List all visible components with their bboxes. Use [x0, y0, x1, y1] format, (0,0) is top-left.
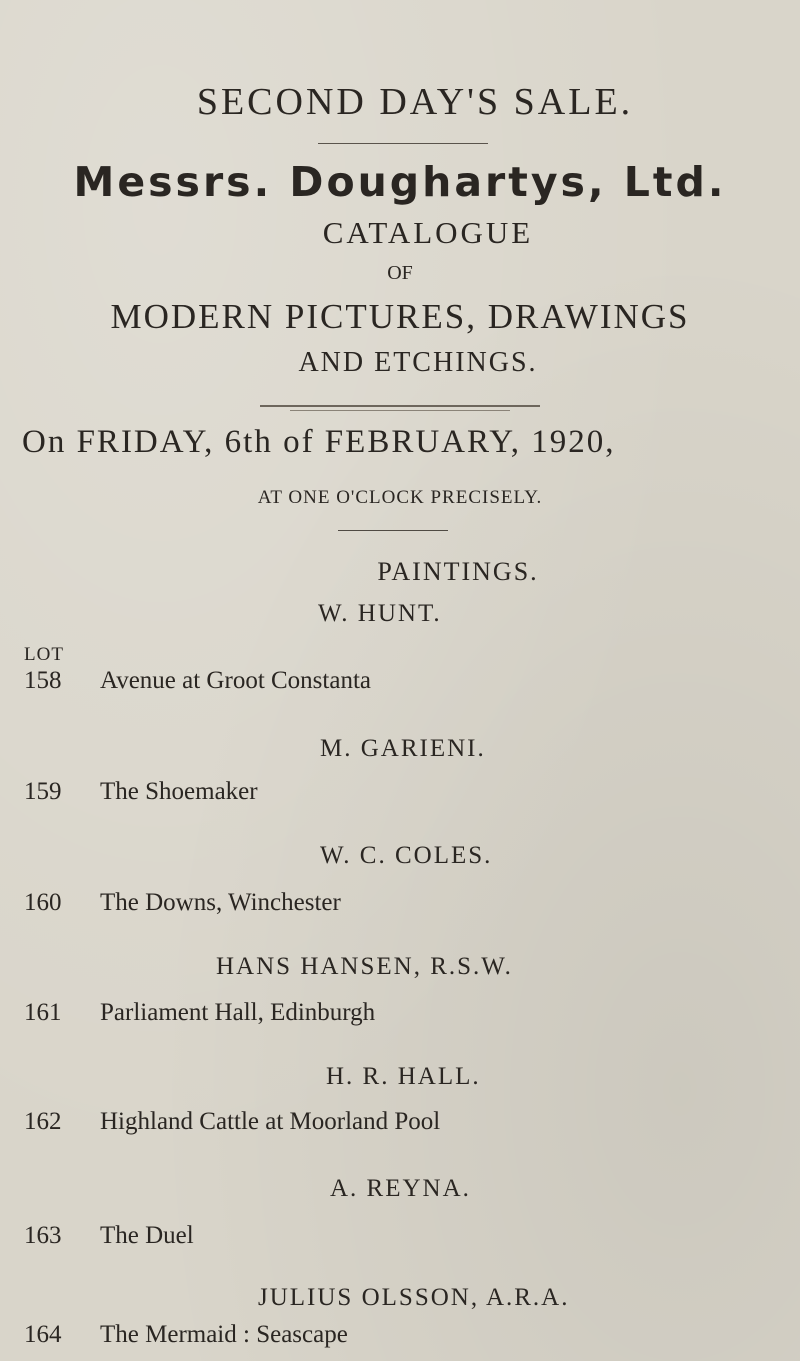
- lot-artist: M. GARIENI.: [320, 735, 486, 762]
- lot-artist: A. REYNA.: [330, 1175, 471, 1202]
- firm-name: Messrs. Doughartys, Ltd.: [73, 158, 727, 206]
- lot-number: 158: [24, 667, 62, 694]
- divider: [318, 143, 488, 144]
- lot-number: 159: [24, 778, 62, 805]
- lot-title: Highland Cattle at Moorland Pool: [100, 1108, 441, 1135]
- lot-title: The Duel: [100, 1222, 194, 1249]
- lot-artist: H. R. HALL.: [326, 1063, 481, 1090]
- sale-time: AT ONE O'CLOCK PRECISELY.: [257, 487, 543, 508]
- lot-number: 164: [24, 1321, 62, 1348]
- lot-title: The Downs, Winchester: [100, 889, 341, 916]
- divider: [260, 405, 540, 407]
- divider: [290, 410, 510, 411]
- lot-artist: W. C. COLES.: [320, 842, 493, 869]
- lot-title: The Mermaid : Seascape: [100, 1321, 348, 1348]
- lot-number: 160: [24, 889, 62, 916]
- subject-line: MODERN PICTURES, DRAWINGS: [110, 297, 690, 336]
- lot-artist: W. HUNT.: [318, 600, 442, 627]
- lot-number: 161: [24, 999, 62, 1026]
- subject-line-continued: AND ETCHINGS.: [298, 347, 538, 378]
- catalogue-heading: CATALOGUE: [322, 215, 534, 250]
- section-title: PAINTINGS.: [377, 557, 539, 586]
- lot-title: Avenue at Groot Constanta: [100, 667, 371, 694]
- sale-title: SECOND DAY'S SALE.: [196, 81, 634, 123]
- lot-column-header: LOT: [24, 644, 64, 665]
- of-word: OF: [387, 262, 413, 284]
- lot-artist: HANS HANSEN, R.S.W.: [216, 953, 513, 980]
- lot-title: Parliament Hall, Edinburgh: [100, 999, 376, 1026]
- lot-title: The Shoemaker: [100, 778, 258, 805]
- lot-number: 163: [24, 1222, 62, 1249]
- divider: [338, 530, 448, 531]
- sale-date: On FRIDAY, 6th of FEBRUARY, 1920,: [22, 424, 616, 460]
- lot-artist: JULIUS OLSSON, A.R.A.: [258, 1284, 570, 1311]
- lot-number: 162: [24, 1108, 62, 1135]
